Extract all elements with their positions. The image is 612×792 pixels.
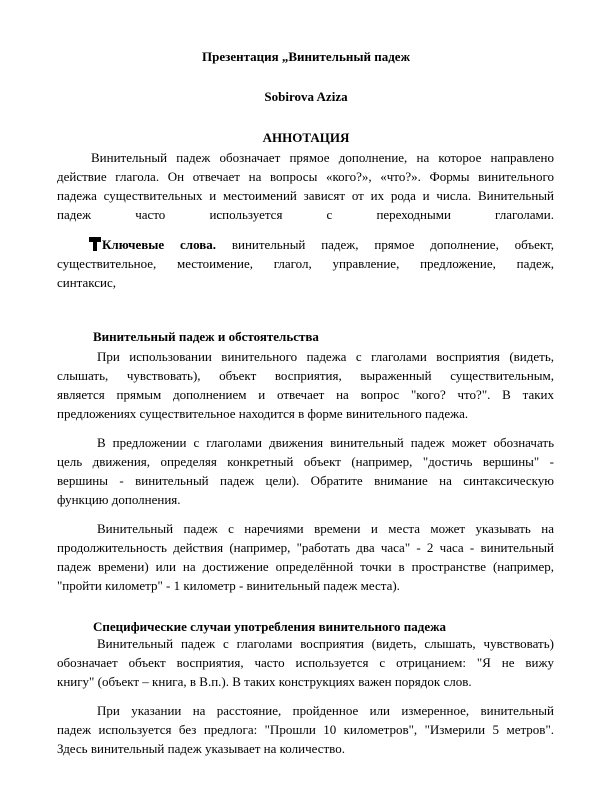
keywords-line-first [88,237,554,253]
paragraph-line: падеж времени) или на достижение определённой точки в пространстве (например, [57,559,554,574]
paragraph-line: Винительный падеж с глаголами восприятия (видеть, слышать, чувствовать) [97,636,554,651]
document-title: Презентация „Винительный падеж [201,49,410,64]
paragraph-line: предложениях существительное находится в форме винительного падежа. [57,406,469,421]
annotation-heading-text: АННОТАЦИЯ [262,130,350,145]
keywords-line: существительное, местоимение, глагол, управление, предложение, падеж, [57,256,554,271]
paragraph-line: функцию дополнения. [57,492,181,507]
paragraph-line: цель движения, определяя конкретный объект (например, "достичь вершины" - [57,454,554,469]
paragraph-line: является прямым дополнением и отвечает на вопрос "кого? что?". В таких [57,387,554,402]
keywords-label: Ключевые слова. [102,237,217,252]
annotation-line: падеж часто используется с переходными глаголами. [57,207,554,222]
paragraph-line: продолжительность действия (например, "работать два часа" - 2 часа - винительный [57,540,554,555]
author-name: Sobirova Aziza [264,89,348,104]
paragraph-line: В предложении с глаголами движения винительный падеж может обозначать [97,435,554,450]
pin-icon [88,237,102,251]
keywords-text: винительный падеж, прямое дополнение, объект, [231,237,555,252]
paragraph-line: Здесь винительный падеж указывает на количество. [57,741,345,756]
annotation-line: падежа существительных и местоимений зависят от их рода и числа. Винительный [57,188,554,203]
paragraph-line: При указании на расстояние, пройденное или измеренное, винительный [97,703,554,718]
annotation-line: Винительный падеж обозначает прямое дополнение, на которое направлено [91,150,554,165]
keywords-line: синтаксис, [57,275,117,290]
paragraph-line: обозначает объект восприятия, часто используется с отрицанием: "Я не вижу [57,655,554,670]
annotation-line: действие глагола. Он отвечает на вопросы «кого?», «что?». Формы винительного [57,169,554,184]
paragraph-line: Винительный падеж с наречиями времени и места может указывать на [97,521,554,536]
section-heading: Специфические случаи употребления винительного падежа [93,619,447,634]
paragraph-line: слышать, чувствовать), объект восприятия, выраженный существительным, [57,368,554,383]
annotation-heading [0,130,612,146]
paragraph-line: "пройти километр" - 1 километр - винительный падеж места). [57,578,400,593]
paragraph-line: книгу" (объект – книга, в В.п.). В таких конструкциях важен порядок слов. [57,674,472,689]
paragraph-line: При использовании винительного падежа с глаголами восприятия (видеть, [97,349,554,364]
paragraph-line: падеж используется без предлога: "Прошли 10 километров", "Измерили 5 метров". [57,722,554,737]
section-heading: Винительный падеж и обстоятельства [93,329,319,344]
paragraph-line: вершины - винительный падеж цели). Обратите внимание на синтаксическую [57,473,554,488]
